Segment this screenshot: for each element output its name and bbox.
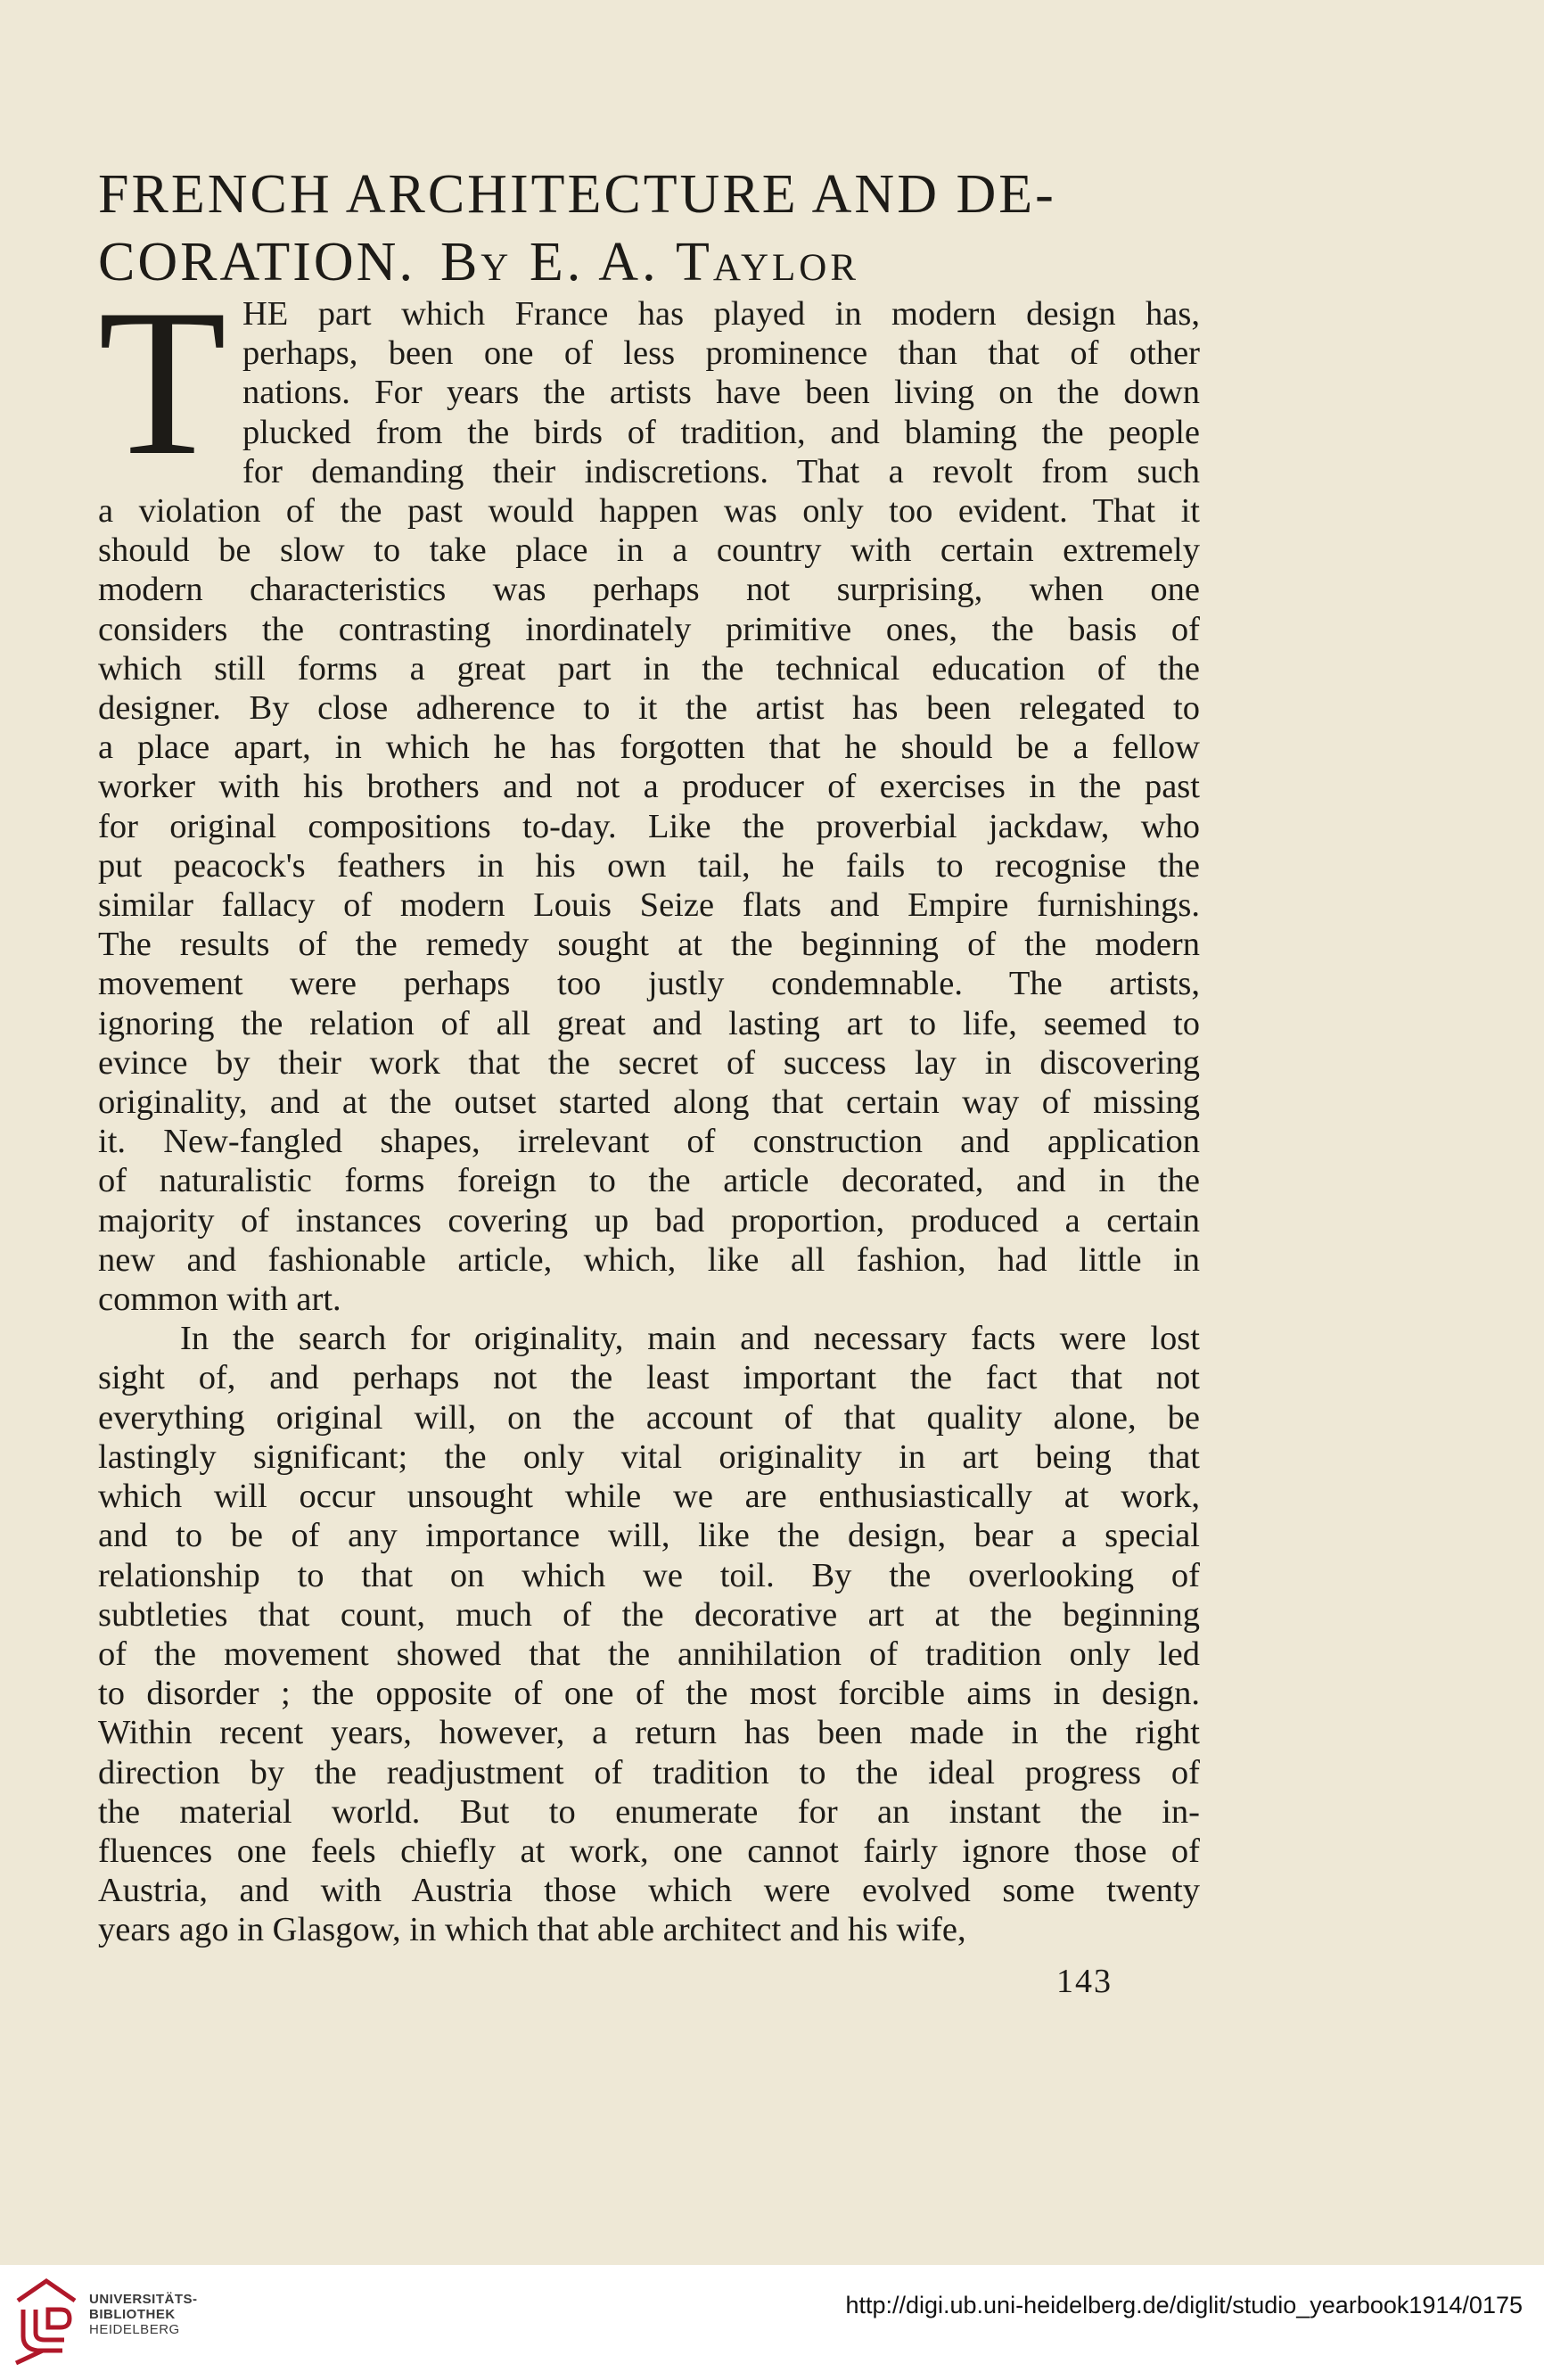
text-line: modern characteristics was perhaps not surprising, when one <box>98 571 1200 609</box>
text-line: similar fallacy of modern Louis Seize flats and Empire furnishings. <box>98 886 1200 925</box>
paragraph <box>98 267 1200 1319</box>
text-line: ignoring the relation of all great and lasting art to life, seemed to <box>98 1004 1200 1042</box>
first-paragraph <box>98 267 1200 1319</box>
text-line: of the movement showed that the annihilation of tradition only led <box>98 1635 1200 1673</box>
text-line: put peacock's feathers in his own tail, he fails to recognise the <box>98 846 1200 885</box>
text-line: designer. By close adherence to it the artist has been relegated to <box>98 689 1200 728</box>
title-line-1: FRENCH ARCHITECTURE AND DE- <box>98 164 1056 225</box>
text-line: considers the contrasting inordinately primitive ones, the basis of <box>98 610 1200 648</box>
library-name-line-2: BIBLIOTHEK <box>89 2307 176 2322</box>
digitization-footer <box>0 2265 1544 2380</box>
page-number: 143 <box>1056 1963 1113 2000</box>
text-line: years ago in Glasgow, in which that able architect and his wife, <box>98 1911 966 1949</box>
text-line: Within recent years, however, a return has been made in the right <box>98 1714 1200 1752</box>
paragraph <box>98 1319 1200 1949</box>
title-line-2 <box>98 228 1203 296</box>
library-name-line-1: UNIVERSITÄTS- <box>89 2292 198 2307</box>
text-line: common with art. <box>98 1281 341 1319</box>
text-line: the material world. But to enumerate for an instant the in- <box>98 1792 1200 1831</box>
text-line: In the search for originality, main and necessary facts were lost <box>180 1320 1200 1358</box>
text-line: plucked from the birds of tradition, and blaming the people <box>242 413 1200 451</box>
text-line: it. New-fangled shapes, irrelevant of construction and application <box>98 1123 1200 1161</box>
text-line: originality, and at the outset started along that certain way of missing <box>98 1083 1200 1122</box>
text-line: The results of the remedy sought at the beginning of the modern <box>98 926 1200 964</box>
drop-cap: T <box>98 267 227 499</box>
text-line: Austria, and with Austria those which were evolved some twenty <box>98 1872 1200 1910</box>
library-name <box>89 2292 198 2337</box>
text-line: subtleties that count, much of the decorative art at the beginning <box>98 1595 1200 1634</box>
text-line: new and fashionable article, which, like all fashion, had little in <box>98 1240 1200 1279</box>
title-line-2-main: CORATION. <box>98 232 415 292</box>
text-line: for demanding their indiscretions. That a revolt from such <box>242 452 1200 490</box>
text-line: direction by the readjustment of tradition to the ideal progress of <box>98 1753 1200 1791</box>
text-line: and to be of any importance will, like the design, bear a special <box>98 1517 1200 1555</box>
text-line: worker with his brothers and not a producer of exercises in the past <box>98 768 1200 806</box>
text-line: majority of instances covering up bad proportion, produced a certain <box>98 1201 1200 1239</box>
text-line: to disorder ; the opposite of one of the most forcible aims in design. <box>98 1675 1200 1713</box>
article-title <box>98 161 1203 296</box>
library-name-line-3: HEIDELBERG <box>89 2322 180 2337</box>
text-line: sight of, and perhaps not the least important the fact that not <box>98 1359 1200 1397</box>
library-logo-icon <box>11 2274 82 2367</box>
text-line: HE part which France has played in modern design has, <box>242 295 1200 333</box>
text-line: lastingly significant; the only vital originality in art being that <box>98 1437 1200 1476</box>
text-line: a place apart, in which he has forgotten that he should be a fellow <box>98 729 1200 767</box>
text-line: which still forms a great part in the technical education of the <box>98 649 1200 688</box>
text-line: of naturalistic forms foreign to the article decorated, and in the <box>98 1162 1200 1200</box>
text-line: which will occur unsought while we are enthusiastically at work, <box>98 1478 1200 1516</box>
text-line: evince by their work that the secret of success lay in discovering <box>98 1043 1200 1082</box>
text-line: should be slow to take place in a country with certain extremely <box>98 531 1200 570</box>
text-line: for original compositions to-day. Like the proverbial jackdaw, who <box>98 807 1200 845</box>
article-body <box>98 267 1200 1950</box>
text-line: relationship to that on which we toil. By the overlooking of <box>98 1556 1200 1594</box>
text-line: fluences one feels chiefly at work, one cannot fairly ignore those of <box>98 1832 1200 1870</box>
text-line: movement were perhaps too justly condemnable. The artists, <box>98 965 1200 1003</box>
text-line: nations. For years the artists have been living on the down <box>242 374 1200 412</box>
text-line: everything original will, on the account of that quality alone, be <box>98 1398 1200 1437</box>
source-url-link[interactable]: http://digi.ub.uni-heidelberg.de/diglit/studio_yearbook1914/0175 <box>845 2292 1523 2318</box>
text-line: a violation of the past would happen was only too evident. That it <box>98 492 1200 531</box>
text-line: perhaps, been one of less prominence than that of other <box>242 334 1200 373</box>
author-byline: By E. A. Taylor <box>439 232 859 292</box>
